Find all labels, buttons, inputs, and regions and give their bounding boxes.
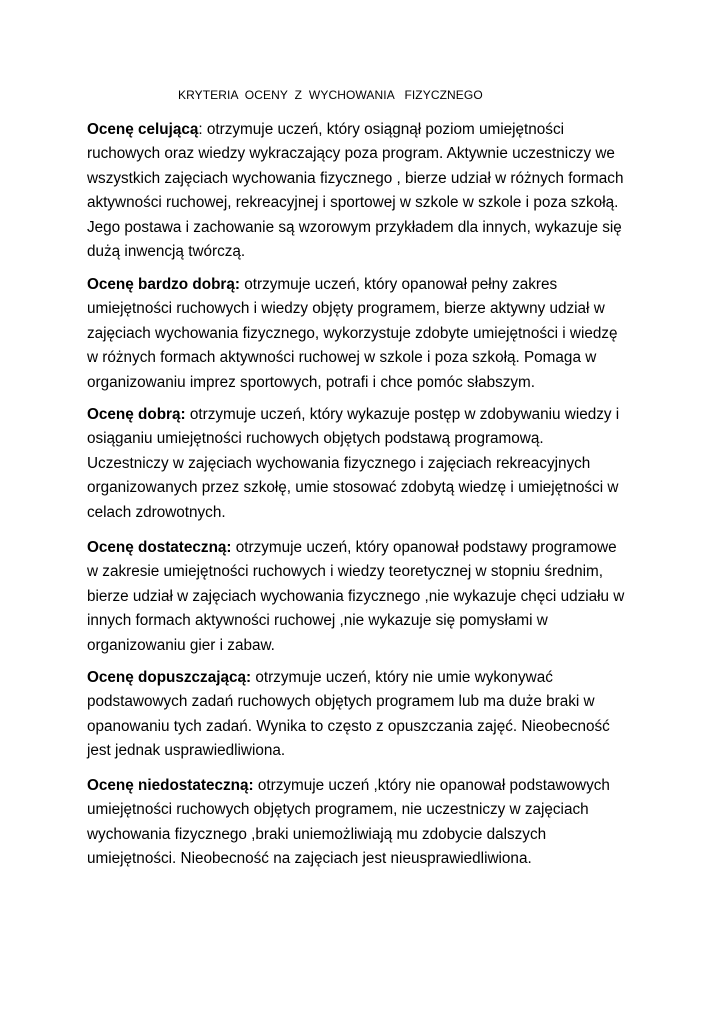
section-line: umiejętności ruchowych i wiedzy objęty programem, bierze aktywny udział w <box>87 300 605 318</box>
grade-section-dopuszczajaca <box>87 666 642 764</box>
section-text: : otrzymuje uczeń, który osiągnął poziom umiejętności <box>198 121 564 138</box>
section-line: wszystkich zajęciach wychowania fizycznego , bierze udział w różnych formach <box>87 169 624 187</box>
section-heading: Ocenę bardzo dobrą: <box>87 276 240 293</box>
section-line: dużą inwencją twórczą. <box>87 243 246 261</box>
grade-section-celujaca <box>87 118 642 264</box>
grade-section-bardzo-dobra <box>87 273 642 395</box>
section-text: otrzymuje uczeń, który opanował podstawy programowe <box>231 539 617 556</box>
section-heading: Ocenę niedostateczną: <box>87 777 254 794</box>
section-line <box>87 536 642 560</box>
section-line: aktywności ruchowej, rekreacyjnej i sportowej w szkole w szkole i poza szkołą. <box>87 194 619 212</box>
section-line: wychowania fizycznego ,braki uniemożliwiają mu zdobycie dalszych <box>87 825 547 843</box>
section-line: organizowaniu gier i zabaw. <box>87 636 275 654</box>
section-heading: Ocenę dostateczną: <box>87 539 232 556</box>
section-line: organizowanych przez szkołę, umie stosować zdobytą wiedzę i umiejętności w <box>87 479 619 497</box>
section-line <box>87 403 642 427</box>
section-line <box>87 666 642 690</box>
section-line: jest jednak usprawiedliwiona. <box>87 742 286 760</box>
section-line: celach zdrowotnych. <box>87 503 226 521</box>
section-line: w zakresie umiejętności ruchowych i wiedzy teoretycznej w stopniu średnim, <box>87 563 604 581</box>
section-text: otrzymuje uczeń, który wykazuje postęp w zdobywaniu wiedzy i <box>185 406 620 423</box>
section-line: w różnych formach aktywności ruchowej w szkole i poza szkołą. Pomaga w <box>87 349 597 367</box>
section-line: bierze udział w zajęciach wychowania fizycznego ,nie wykazuje chęci udziału w <box>87 587 625 605</box>
grade-section-dobra <box>87 403 642 525</box>
document-title: KRYTERIA OCENY Z WYCHOWANIA FIZYCZNEGO <box>178 88 483 102</box>
section-heading: Ocenę dobrą: <box>87 406 186 423</box>
section-line: organizowaniu imprez sportowych, potrafi i chce pomóc słabszym. <box>87 373 536 391</box>
section-line: opanowaniu tych zadań. Wynika to często z opuszczania zajęć. Nieobecność <box>87 717 610 735</box>
section-line: Jego postawa i zachowanie są wzorowym przykładem dla innych, wykazuje się <box>87 218 622 236</box>
section-line <box>87 774 642 798</box>
section-heading: Ocenę dopuszczającą: <box>87 669 252 686</box>
section-line: Uczestniczy w zajęciach wychowania fizycznego i zajęciach rekreacyjnych <box>87 454 591 472</box>
section-line: ruchowych oraz wiedzy wykraczający poza program. Aktywnie uczestniczy we <box>87 145 615 163</box>
section-line: zajęciach wychowania fizycznego, wykorzystuje zdobyte umiejętności i wiedzę <box>87 324 618 342</box>
section-line <box>87 118 642 142</box>
section-line: osiąganiu umiejętności ruchowych objętych podstawą programową. <box>87 430 544 448</box>
section-line: podstawowych zadań ruchowych objętych programem lub ma duże braki w <box>87 693 595 711</box>
section-line: umiejętności. Nieobecność na zajęciach jest nieusprawiedliwiona. <box>87 850 532 868</box>
section-heading: Ocenę celującą <box>87 121 199 138</box>
section-text: otrzymuje uczeń ,który nie opanował podstawowych <box>253 777 610 794</box>
section-line: innych formach aktywności ruchowej ,nie wykazuje się pomysłami w <box>87 612 548 630</box>
grade-section-niedostateczna <box>87 774 642 872</box>
section-text: otrzymuje uczeń, który opanował pełny zakres <box>240 276 558 293</box>
grade-section-dostateczna <box>87 536 642 658</box>
section-text: otrzymuje uczeń, który nie umie wykonywać <box>251 669 553 686</box>
section-line <box>87 273 642 297</box>
section-line: umiejętności ruchowych objętych programem, nie uczestniczy w zajęciach <box>87 801 589 819</box>
